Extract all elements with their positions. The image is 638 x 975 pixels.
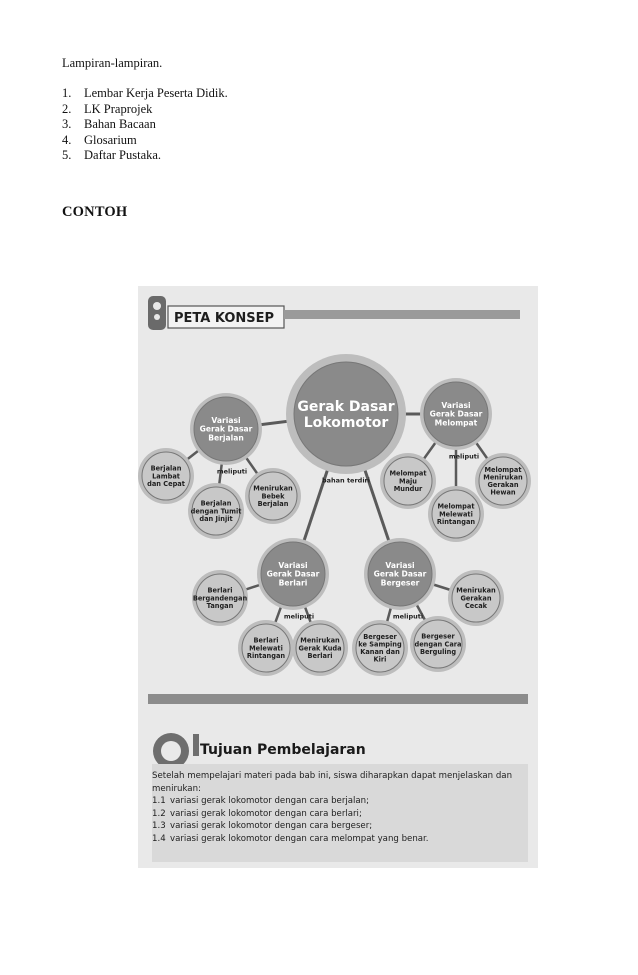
intro-text: Lampiran-lampiran. [62,56,163,70]
book-icon-dot [153,302,161,310]
objective-text: variasi gerak lokomotor dengan cara melompat yang benar. [170,833,429,844]
concept-item-node-label: Melompat Maju Mundur [389,469,427,493]
concept-item-node-label: Melompat Menirukan Gerakan Hewan [483,465,523,497]
connector-label: meliputi [283,612,315,621]
objectives-intro: Setelah mempelajari materi pada bab ini, siswa diharapkan dapat menjelaskan dan menirukan: [152,771,513,794]
list-item [62,86,228,102]
concept-item-node-label: Berjalan Lambat dan Cepat [147,464,185,488]
section-divider [148,694,528,704]
concept-group-node-label: Variasi Gerak Dasar Melompat [429,400,483,428]
title-banner [284,310,520,319]
target-icon-ring [161,741,181,761]
list-item [62,133,228,149]
appendix-list [62,86,228,164]
connector-label: meliputi [392,612,424,621]
objectives-list [152,795,528,845]
concept-group-node-label: Variasi Gerak Dasar Berlari [266,560,320,588]
objective-item [152,808,528,821]
objective-item [152,833,528,846]
concept-item-node-label: Melompat Melewati Rintangan [436,502,476,526]
concept-map-photo [138,286,538,868]
concept-item-node-label: Bergeser ke Samping Kanan dan Kiri [358,632,402,664]
list-number: 2. [62,101,72,116]
list-item [62,102,228,118]
list-item [62,148,228,164]
concept-item-node-label: Menirukan Bebek Berjalan [253,484,293,508]
objective-text: variasi gerak lokomotor dengan cara berlari; [170,808,362,819]
concept-item-node-label: Bergeser dengan Cara Berguling [414,632,462,656]
concept-item-node-label: Berlari Melewati Rintangan [246,636,286,660]
objective-item [152,795,528,808]
concept-item-node-label: Menirukan Gerakan Cecak [456,586,496,610]
list-text: Daftar Pustaka. [84,148,162,162]
concept-item-node-label: Berlari Bergandengan Tangan [192,586,248,610]
objectives-title: Tujuan Pembelajaran [200,742,366,758]
list-text: Bahan Bacaan [84,117,156,131]
connector-label: meliputi [448,452,480,461]
list-number: 4. [62,132,72,147]
list-text: Glosarium [84,132,137,147]
objective-item [152,820,528,833]
objective-number: 1.3 [152,821,166,832]
list-text: Lembar Kerja Peserta Didik. [84,86,228,100]
concept-group-node-label: Variasi Gerak Dasar Berjalan [199,415,253,443]
list-number: 5. [62,148,72,162]
center-connector-label: bahan terdiri [322,476,370,485]
list-number: 3. [62,117,72,131]
center-node-label: Gerak Dasar Lokomotor [297,398,395,431]
objectives-box [152,770,528,846]
objective-number: 1.1 [152,796,166,807]
book-icon-dot [154,314,160,320]
concept-item-node-label: Menirukan Gerak Kuda Berlari [298,636,342,660]
section-heading: CONTOH [62,204,128,220]
map-title: PETA KONSEP [174,311,275,326]
objective-number: 1.4 [152,833,166,844]
book-icon [148,296,166,330]
concept-item-node-label: Berjalan dengan Tumit dan Jinjit [190,499,242,523]
list-number: 1. [62,86,72,100]
objective-text: variasi gerak lokomotor dengan cara bergeser; [170,821,373,832]
title-bracket [193,734,199,756]
list-text: LK Praprojek [84,101,153,116]
list-item [62,117,228,133]
objective-number: 1.2 [152,808,166,819]
connector-label: meliputi [216,467,248,476]
concept-map-nodes [138,354,531,676]
concept-group-node-label: Variasi Gerak Dasar Bergeser [373,560,427,588]
objective-text: variasi gerak lokomotor dengan cara berjalan; [170,796,370,807]
